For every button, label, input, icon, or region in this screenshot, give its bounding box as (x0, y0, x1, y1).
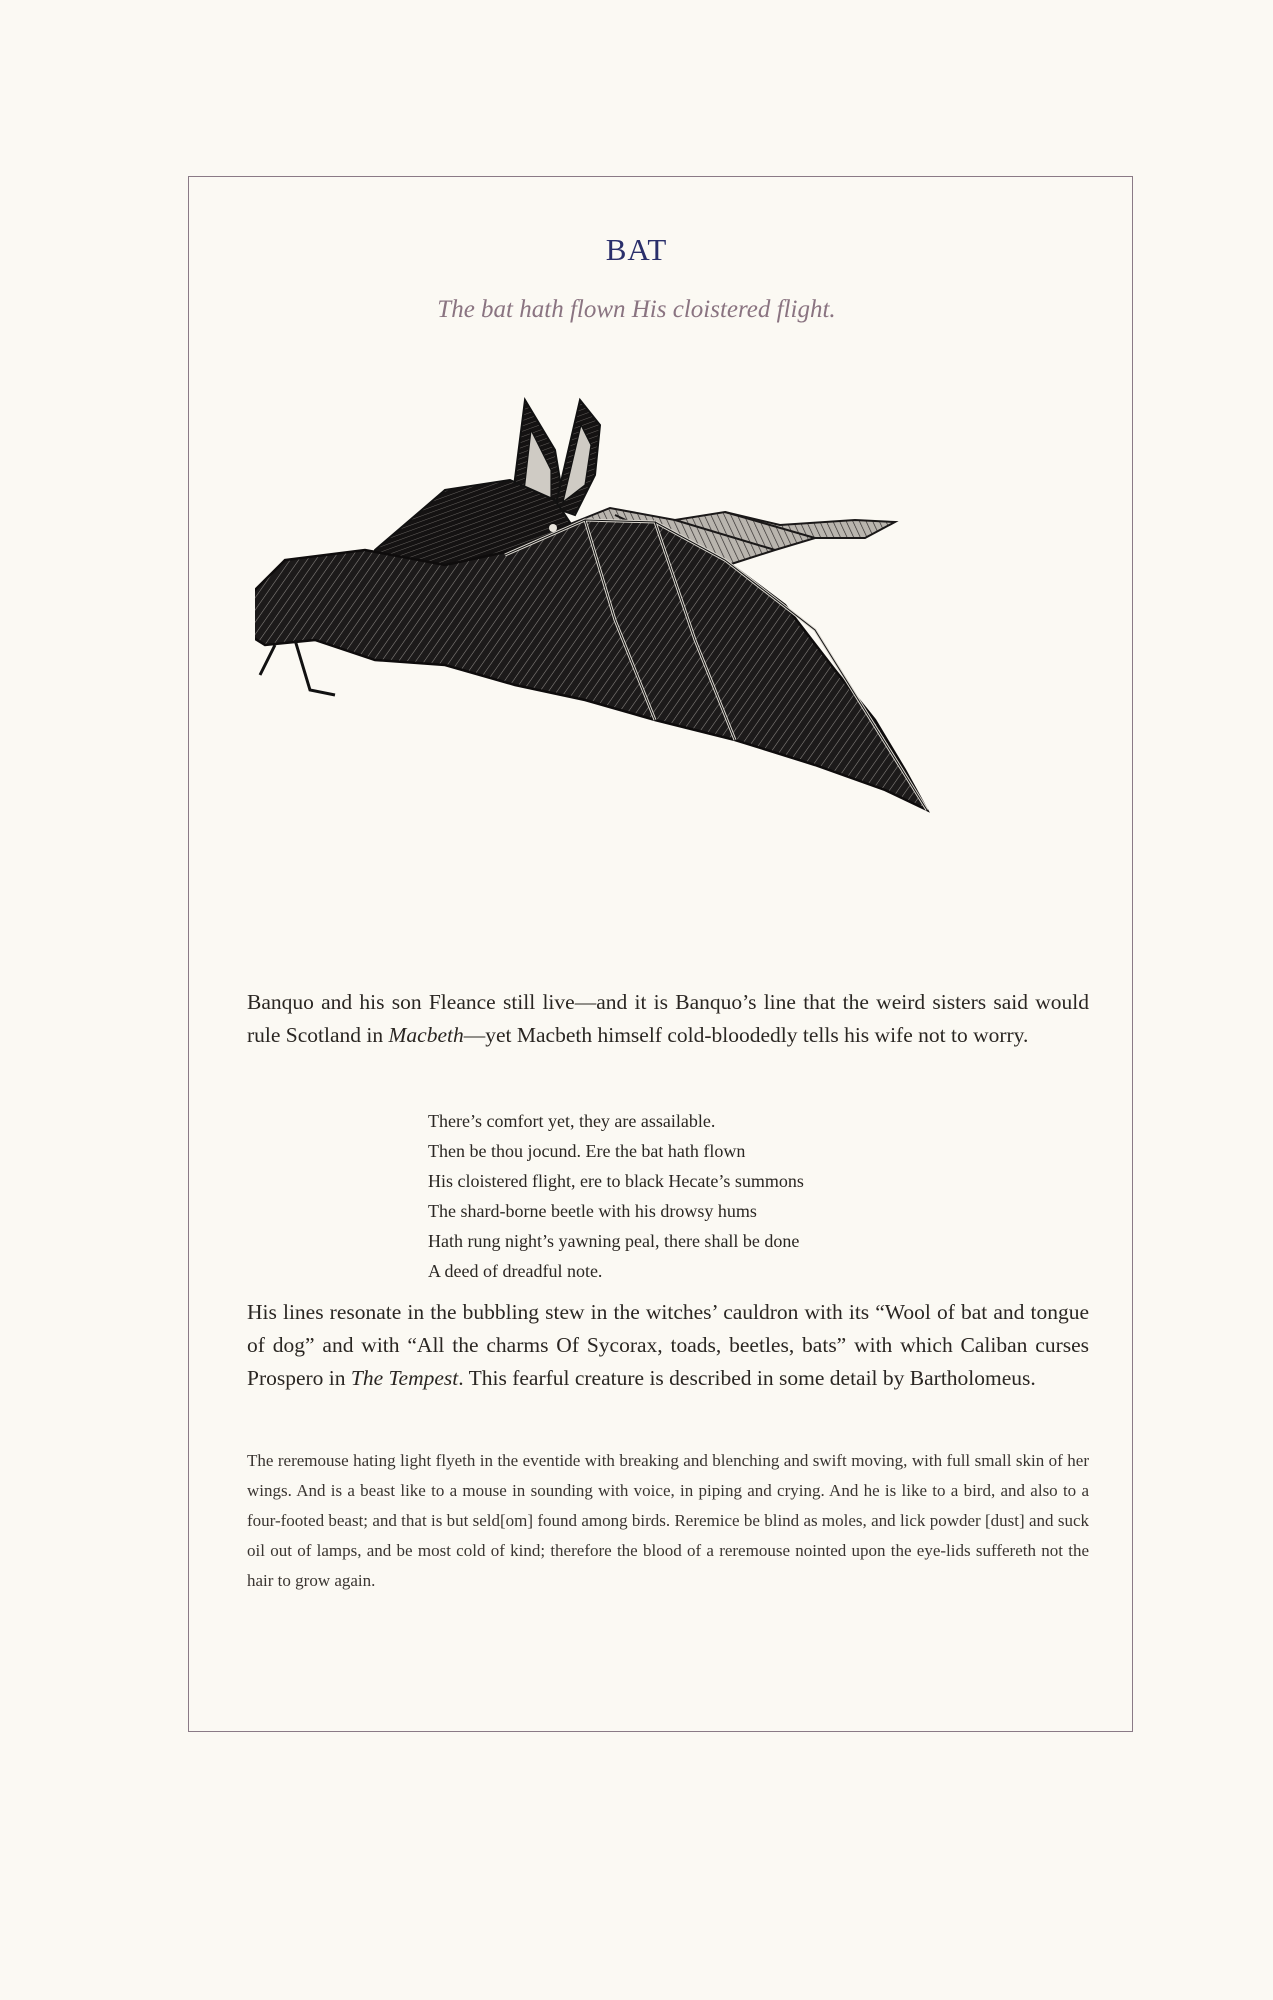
bat-illustration (255, 390, 1015, 950)
verse-line: The shard-borne beetle with his drowsy hums (428, 1201, 757, 1221)
verse-line: There’s comfort yet, they are assailable. (428, 1111, 716, 1131)
bartholomeus-quotation: The reremouse hating light flyeth in the eventide with breaking and blenching and swift moving, with full small skin of her wings. And is a beast like to a mouse in sounding with voice, in piping and crying. And he is like to a bird, and also to a four-footed beast; and that is but seld[om] found among birds. Reremice be blind as moles, and lick powder [dust] and suck oil out of lamps, and be most cold of kind; therefore the blood of a reremouse nointed upon the eye-lids suffereth not the hair to grow again. (247, 1451, 1089, 1590)
intro-paragraph: Banquo and his son Fleance still live—and it is Banquo’s line that the weird sisters said would rule Scotland in Macbeth—yet Macbeth himself cold-bloodedly tells his wife not to worry. (247, 990, 1089, 1047)
play-title-macbeth: Macbeth (388, 1023, 464, 1047)
verse-line: A deed of dreadful note. (428, 1261, 603, 1281)
play-title-tempest: The Tempest (350, 1366, 459, 1390)
commentary-paragraph: His lines resonate in the bubbling stew in the witches’ cauldron with its “Wool of bat and tongue of dog” and with “All the charms Of Sycorax, toads, beetles, bats” with which Caliban curses Prospero in The Tempest. This fearful creature is described in some detail by Bartholomeus. (247, 1300, 1089, 1390)
page-title: BAT (605, 232, 668, 267)
verse-quotation (428, 1106, 988, 1286)
verse-line: His cloistered flight, ere to black Hecate’s summons (428, 1171, 804, 1191)
near-wing (255, 520, 927, 810)
page-epigraph: The bat hath flown His cloistered flight. (437, 296, 836, 323)
verse-line: Hath rung night’s yawning peal, there shall be done (428, 1231, 800, 1251)
verse-line: Then be thou jocund. Ere the bat hath flown (428, 1141, 746, 1161)
